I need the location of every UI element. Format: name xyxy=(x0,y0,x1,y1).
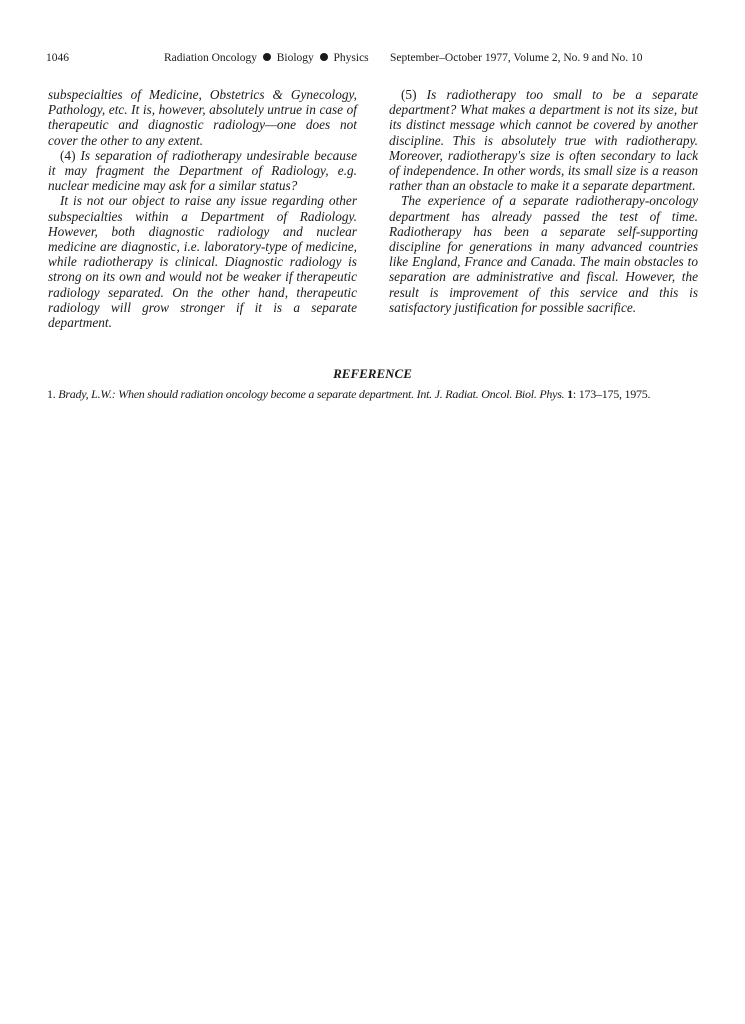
references-heading: REFERENCE xyxy=(333,366,412,381)
paragraph-question-4 xyxy=(48,148,357,194)
question-text: Is radiotherapy too small to be a separate department? What makes a department is not its size, but its distinct message which cannot be covered by another discipline. This is absolutely true with radiotherapy. Moreover, radiotherapy's size is often secondary to lack of independence. In other words, its small size is a reason rather than an obstacle to make it a separate department. xyxy=(389,87,698,194)
reference-number: 1. xyxy=(47,387,56,401)
right-column xyxy=(389,87,698,315)
page-number: 1046 xyxy=(46,52,69,64)
reference-pages: : 173–175, 1975. xyxy=(572,387,651,401)
running-header xyxy=(0,52,745,72)
paragraph: The experience of a separate radiotherapy-oncology department has already passed the test of time. Radiotherapy has been a separate self-supporting discipline for generations in many advanced countries like England, France and Canada. The main obstacles to separation are administrative and fiscal. However, the result is improvement of this service and this is satisfactory justification for possible sacrifice. xyxy=(389,193,698,315)
question-number: (5) xyxy=(401,87,417,102)
bullet-dot-icon xyxy=(320,53,328,61)
left-column xyxy=(48,87,357,330)
journal-title xyxy=(164,52,369,64)
bullet-dot-icon xyxy=(263,53,271,61)
paragraph: subspecialties of Medicine, Obstetrics & Gynecology, Pathology, etc. It is, however, absolutely untrue in case of therapeutic and diagnostic radiology—one does not cover the other to any extent. xyxy=(48,87,357,148)
reference-volume: 1 xyxy=(567,387,573,401)
reference-text: Brady, L.W.: When should radiation oncology become a separate department. Int. J. Radiat. Oncol. Biol. Phys. xyxy=(58,387,565,401)
reference-item xyxy=(47,387,737,402)
journal-title-part: Biology xyxy=(276,52,314,64)
question-number: (4) xyxy=(60,147,76,163)
paragraph: It is not our object to raise any issue regarding other subspecialties within a Department of Radiology. However, both diagnostic radiology and nuclear medicine are diagnostic, i.e. laboratory-type of medicine, while radiotherapy is clinical. Diagnostic radiology is strong on its own and would not be weaker if therapeutic radiology separated. On the other hand, therapeutic radiology will grow stronger if it is a separate department. xyxy=(48,193,357,331)
question-text: Is separation of radiotherapy undesirable because it may fragment the Department of Radiology, e.g. nuclear medicine may ask for a similar status? xyxy=(48,147,357,194)
journal-title-part: Radiation Oncology xyxy=(164,52,257,64)
paragraph-question-5 xyxy=(389,87,698,193)
issue-info: September–October 1977, Volume 2, No. 9 and No. 10 xyxy=(390,52,643,64)
journal-title-part: Physics xyxy=(333,52,369,64)
